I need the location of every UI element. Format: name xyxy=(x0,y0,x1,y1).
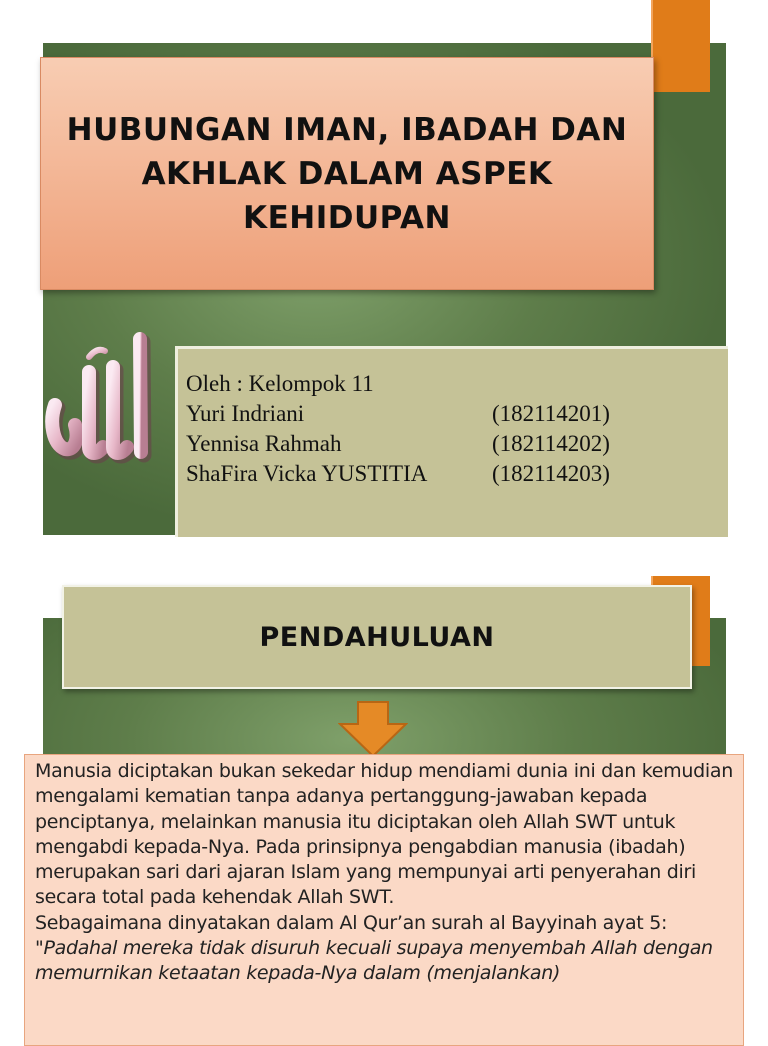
allah-calligraphy-icon xyxy=(45,327,160,477)
authors-box xyxy=(175,346,728,537)
byline: Oleh : Kelompok 11 xyxy=(186,371,374,396)
member-name: Yuri Indriani xyxy=(186,401,305,426)
content-box xyxy=(24,754,744,1046)
title-box xyxy=(40,57,654,290)
member-nim: (182114202) xyxy=(492,431,610,456)
quote-text: "Padahal mereka tidak disuruh kecuali supaya menyembah Allah dengan memurnikan ketaatan kepada-Nya dalam (menjalankan) xyxy=(35,937,713,985)
accent-tab xyxy=(651,0,710,92)
member-name: Yennisa Rahmah xyxy=(186,431,342,456)
member-name: ShaFira Vicka YUSTITIA xyxy=(186,461,428,486)
content-text xyxy=(35,759,735,987)
slide-title: HUBUNGAN IMAN, IBADAH DAN AKHLAK DALAM ASPEK KEHIDUPAN xyxy=(66,111,628,236)
section-title: PENDAHULUAN xyxy=(259,621,495,653)
paragraph: Manusia diciptakan bukan sekedar hidup mendiami dunia ini dan kemudian mengalami kematian tanpa adanya pertanggung-jawaban kepada penciptanya, melainkan manusia itu diciptakan oleh Allah SWT untuk mengabdi kepada-Nya. Pada prinsipnya pengabdian manusia (ibadah) merupakan sari dari ajaran Islam yang mempunyai arti penyerahan diri secara total pada kehendak Allah SWT. xyxy=(35,760,733,909)
down-arrow-icon xyxy=(338,700,408,758)
paragraph: Sebagaimana dinyatakan dalam Al Qur’an surah al Bayyinah ayat 5: xyxy=(35,911,668,934)
section-title-box xyxy=(62,585,692,689)
member-nim: (182114201) xyxy=(492,401,610,426)
member-nim: (182114203) xyxy=(492,461,610,486)
